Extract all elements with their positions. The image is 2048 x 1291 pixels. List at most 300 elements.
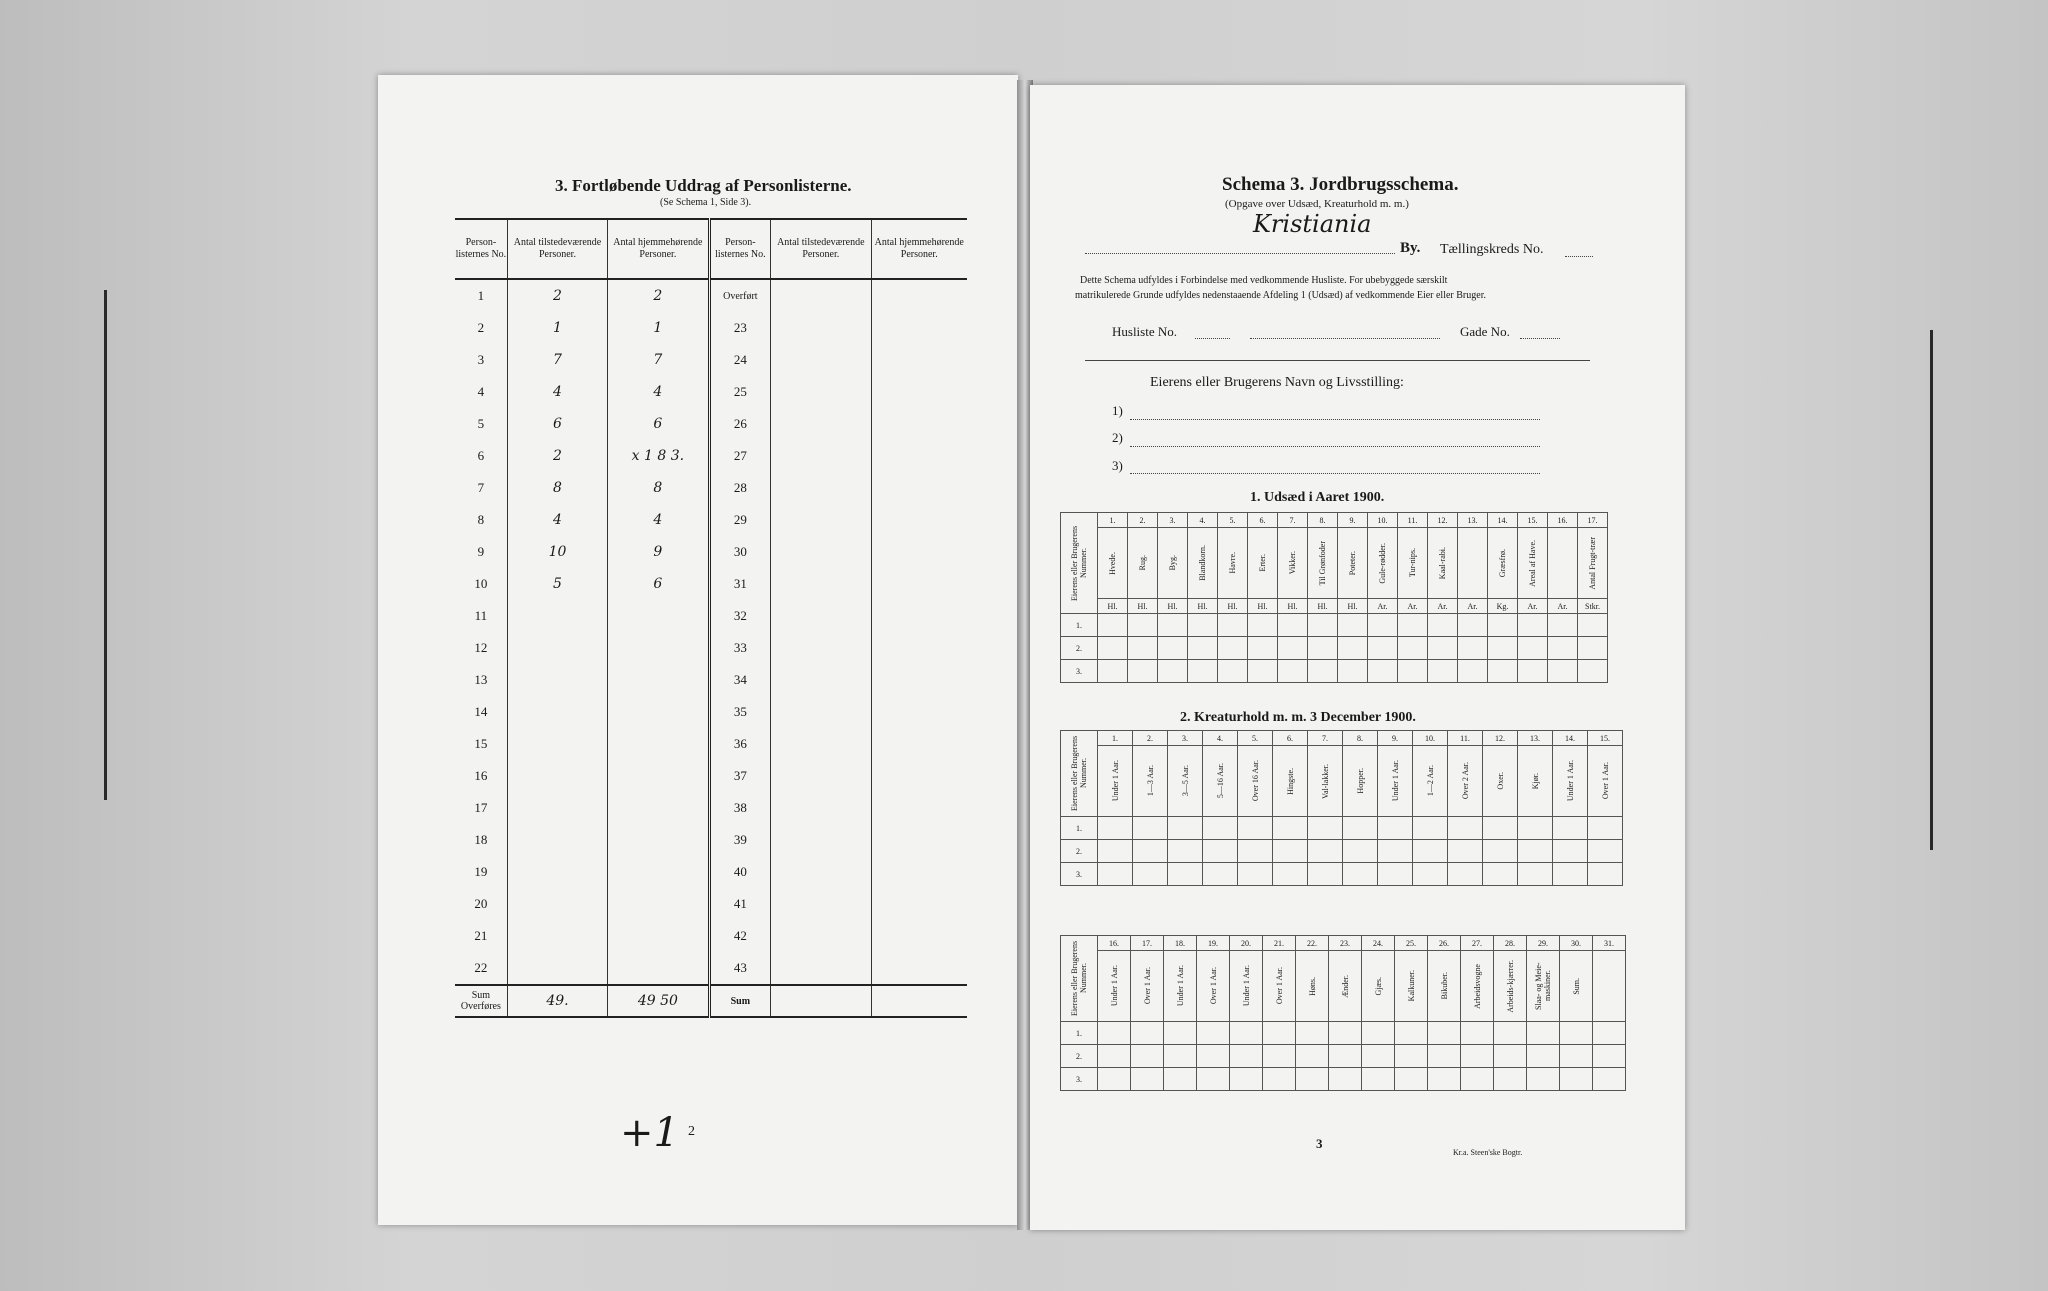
grid-cell: [1398, 660, 1428, 683]
resident-count: [608, 696, 709, 728]
col-number: 18.: [1164, 936, 1197, 951]
present-count: [507, 792, 607, 824]
person-list-no: 2: [455, 312, 507, 344]
col-header: Person-listernes No.: [709, 219, 771, 279]
grid-cell: [1131, 1068, 1164, 1091]
grid-cell: [1158, 660, 1188, 683]
col-heading: [1553, 746, 1588, 817]
grid-cell: [1098, 1022, 1131, 1045]
resident-count: [608, 888, 709, 920]
person-list-no: 5: [455, 408, 507, 440]
col-heading-text: Over 16 Aar.: [1250, 760, 1260, 802]
empty-cell: [871, 344, 967, 376]
grid-cell: [1527, 1068, 1560, 1091]
col-heading-text: Val-lakker.: [1320, 763, 1330, 799]
person-list-no-2: 41: [709, 888, 771, 920]
grid-cell: [1343, 817, 1378, 840]
row-label: 3.: [1061, 660, 1098, 683]
grid-cell: [1518, 614, 1548, 637]
person-row: [455, 536, 967, 568]
row-label: 2.: [1061, 840, 1098, 863]
person-list-no: 12: [455, 632, 507, 664]
col-number: 5.: [1218, 513, 1248, 528]
col-heading: [1578, 528, 1608, 599]
col-number: 13.: [1518, 731, 1553, 746]
grid-cell: [1218, 660, 1248, 683]
person-list-no: 10: [455, 568, 507, 600]
grid-cell: [1458, 614, 1488, 637]
grid-row: [1061, 817, 1623, 840]
col-number: 15.: [1588, 731, 1623, 746]
col-number: 3.: [1168, 731, 1203, 746]
grid-cell: [1308, 614, 1338, 637]
col-unit: Ar.: [1428, 599, 1458, 614]
empty-cell: [771, 920, 871, 952]
empty-cell: [771, 472, 871, 504]
col-heading-text: Ænder.: [1340, 974, 1350, 998]
grid-row: [1061, 1022, 1626, 1045]
grid-cell: [1483, 817, 1518, 840]
grid-cell: [1168, 817, 1203, 840]
grid-cell: [1133, 863, 1168, 886]
col-heading: [1188, 528, 1218, 599]
col-number: 2.: [1133, 731, 1168, 746]
col-number: 4.: [1188, 513, 1218, 528]
person-list-no-2: 33: [709, 632, 771, 664]
empty-cell: [871, 279, 967, 312]
row-label-header: [1061, 513, 1098, 614]
grid-cell: [1098, 840, 1133, 863]
owner-heading: Eierens eller Brugerens Navn og Livsstilling:: [1150, 375, 1404, 390]
grid-cell: [1308, 660, 1338, 683]
grid-cell: [1553, 863, 1588, 886]
grid-row: [1061, 1068, 1626, 1091]
col-heading: [1278, 528, 1308, 599]
col-number: 29.: [1527, 936, 1560, 951]
empty-cell: [771, 760, 871, 792]
grid-cell: [1458, 637, 1488, 660]
person-list-no: 17: [455, 792, 507, 824]
col-heading: [1368, 528, 1398, 599]
empty-cell: [771, 344, 871, 376]
col-heading-text: Over 1 Aar.: [1274, 967, 1284, 1005]
grid-cell: [1158, 637, 1188, 660]
grid-cell: [1378, 817, 1413, 840]
grid-cell: [1218, 614, 1248, 637]
grid-cell: [1329, 1022, 1362, 1045]
col-unit: Ar.: [1458, 599, 1488, 614]
empty-cell: [871, 312, 967, 344]
person-list-no-2: 31: [709, 568, 771, 600]
col-number: 10.: [1413, 731, 1448, 746]
left-page-subtitle: (Se Schema 1, Side 3).: [660, 197, 752, 208]
kreds-dots: [1565, 255, 1593, 257]
grid-cell: [1527, 1022, 1560, 1045]
col-heading: [1329, 951, 1362, 1022]
col-heading-text: Under 1 Aar.: [1110, 760, 1120, 802]
col-heading: [1458, 528, 1488, 599]
grid-cell: [1428, 1068, 1461, 1091]
husliste-dots: [1195, 337, 1230, 339]
col-unit: Kg.: [1488, 599, 1518, 614]
col-heading-text: Blandkorn.: [1198, 545, 1207, 581]
present-count: [507, 760, 607, 792]
col-heading-text: Oxer.: [1495, 772, 1505, 790]
resident-count: [608, 632, 709, 664]
present-count: [507, 952, 607, 985]
col-heading: [1230, 951, 1263, 1022]
col-heading-text: Vikker.: [1288, 551, 1297, 575]
resident-count: 1: [608, 312, 709, 344]
grid-cell: [1395, 1045, 1428, 1068]
grid-cell: [1131, 1022, 1164, 1045]
col-number: 2.: [1128, 513, 1158, 528]
col-header: Antal hjemmehørende Personer.: [871, 219, 967, 279]
right-page-subtitle: (Opgave over Udsæd, Kreaturhold m. m.): [1225, 198, 1409, 210]
person-list-no: 19: [455, 856, 507, 888]
col-heading: [1273, 746, 1308, 817]
col-number: 12.: [1483, 731, 1518, 746]
grid-cell: [1278, 637, 1308, 660]
resident-count: x 1 8 3.: [608, 440, 709, 472]
col-number: 11.: [1398, 513, 1428, 528]
grid-cell: [1458, 660, 1488, 683]
grid-cell: [1362, 1022, 1395, 1045]
person-list-no-2: 25: [709, 376, 771, 408]
grid-cell: [1263, 1022, 1296, 1045]
grid-cell: [1188, 660, 1218, 683]
person-row: [455, 760, 967, 792]
present-count: [507, 600, 607, 632]
col-heading-text: Arbeids-kjærrer.: [1505, 959, 1515, 1013]
instruction-1: Dette Schema udfyldes i Forbindelse med vedkommende Husliste. For ubebyggede særskilt: [1080, 275, 1448, 286]
col-number: 22.: [1296, 936, 1329, 951]
grid-cell: [1308, 637, 1338, 660]
grid-row: [1061, 614, 1608, 637]
grid-cell: [1494, 1045, 1527, 1068]
present-count: [507, 888, 607, 920]
printer-mark: Kr.a. Steen'ske Bogtr.: [1453, 1148, 1523, 1157]
grid-cell: [1230, 1022, 1263, 1045]
col-heading: [1378, 746, 1413, 817]
col-number: 21.: [1263, 936, 1296, 951]
col-number: 15.: [1518, 513, 1548, 528]
grid-cell: [1428, 1022, 1461, 1045]
col-heading: [1593, 951, 1626, 1022]
col-heading: [1362, 951, 1395, 1022]
col-number: 23.: [1329, 936, 1362, 951]
person-list-no-2: 23: [709, 312, 771, 344]
col-heading-text: Havre.: [1228, 552, 1237, 574]
col-heading-text: Gule-rødder.: [1378, 542, 1387, 584]
col-unit: Hl.: [1188, 599, 1218, 614]
col-heading-text: Under 1 Aar.: [1390, 760, 1400, 802]
col-heading: [1338, 528, 1368, 599]
col-heading-text: Byg.: [1168, 555, 1177, 571]
col-heading: [1131, 951, 1164, 1022]
col-heading: [1560, 951, 1593, 1022]
grid-cell: [1273, 863, 1308, 886]
person-list-no: 13: [455, 664, 507, 696]
grid-cell: [1461, 1068, 1494, 1091]
col-heading: [1238, 746, 1273, 817]
city-name: Kristiania: [1253, 210, 1372, 238]
grid-row: [1061, 637, 1608, 660]
empty-cell: [771, 536, 871, 568]
instruction-2: matrikulerede Grunde udfyldes nedenstaaende Afdeling 1 (Udsæd) af vedkommende Eier eller Bruger.: [1075, 290, 1486, 301]
person-row: [455, 696, 967, 728]
col-unit: Hl.: [1098, 599, 1128, 614]
col-heading: [1248, 528, 1278, 599]
col-number: 11.: [1448, 731, 1483, 746]
grid-cell: [1248, 614, 1278, 637]
grid-cell: [1329, 1045, 1362, 1068]
col-heading: [1395, 951, 1428, 1022]
col-heading: [1527, 951, 1560, 1022]
person-row: [455, 856, 967, 888]
col-unit: Hl.: [1158, 599, 1188, 614]
grid-cell: [1588, 817, 1623, 840]
col-number: 13.: [1458, 513, 1488, 528]
grid-cell: [1578, 637, 1608, 660]
empty-cell: [771, 408, 871, 440]
person-list-no-2: 36: [709, 728, 771, 760]
grid-cell: [1368, 660, 1398, 683]
empty-cell: [771, 632, 871, 664]
person-row: [455, 632, 967, 664]
col-heading-text: Under 1 Aar.: [1241, 965, 1251, 1007]
grid-cell: [1128, 637, 1158, 660]
grid-cell: [1248, 660, 1278, 683]
col-heading: [1164, 951, 1197, 1022]
empty-cell: [771, 440, 871, 472]
present-count: 5: [507, 568, 607, 600]
resident-count: [608, 760, 709, 792]
col-heading: [1197, 951, 1230, 1022]
person-row: [455, 376, 967, 408]
separator-line: [1085, 360, 1590, 361]
empty-cell: [871, 760, 967, 792]
empty-cell: [771, 824, 871, 856]
col-number: 31.: [1593, 936, 1626, 951]
col-unit: Ar.: [1518, 599, 1548, 614]
grid-cell: [1395, 1068, 1428, 1091]
grid-cell: [1494, 1022, 1527, 1045]
by-label: By.: [1400, 240, 1421, 256]
left-page-title: 3. Fortløbende Uddrag af Personlisterne.: [555, 176, 852, 195]
present-count: [507, 856, 607, 888]
col-heading-text: 5—16 Aar.: [1215, 763, 1225, 799]
resident-count: 7: [608, 344, 709, 376]
person-row: [455, 952, 967, 985]
resident-count: 2: [608, 279, 709, 312]
col-number: 12.: [1428, 513, 1458, 528]
person-list-no-2: 30: [709, 536, 771, 568]
sum-empty: [871, 985, 967, 1017]
gade-label: Gade No.: [1460, 324, 1510, 339]
grid-cell: [1203, 863, 1238, 886]
col-heading-text: Over 1 Aar.: [1600, 762, 1610, 800]
page-number: 3: [1316, 1136, 1323, 1151]
grid-cell: [1218, 637, 1248, 660]
grid-cell: [1296, 1068, 1329, 1091]
person-list-no-2: 39: [709, 824, 771, 856]
grid-cell: [1593, 1045, 1626, 1068]
col-heading-text: Sum.: [1571, 977, 1581, 995]
col-number: 8.: [1343, 731, 1378, 746]
col-heading: [1428, 528, 1458, 599]
empty-cell: [871, 440, 967, 472]
grid-cell: [1188, 637, 1218, 660]
city-dots: [1085, 252, 1395, 254]
col-unit: Ar.: [1548, 599, 1578, 614]
col-heading: [1494, 951, 1527, 1022]
col-heading-text: Rug.: [1138, 555, 1147, 571]
grid-cell: [1197, 1068, 1230, 1091]
empty-cell: [771, 504, 871, 536]
present-count: [507, 632, 607, 664]
person-row: [455, 472, 967, 504]
grid-cell: [1483, 863, 1518, 886]
col-heading: [1483, 746, 1518, 817]
empty-cell: [871, 472, 967, 504]
present-count: 6: [507, 408, 607, 440]
below-num: 2: [688, 1124, 695, 1139]
grid-cell: [1362, 1068, 1395, 1091]
person-list-no: 6: [455, 440, 507, 472]
sum-label: Sum Overføres: [455, 985, 507, 1017]
grid-cell: [1197, 1022, 1230, 1045]
grid-cell: [1362, 1045, 1395, 1068]
grid-cell: [1560, 1045, 1593, 1068]
col-number: 8.: [1308, 513, 1338, 528]
col-heading: [1343, 746, 1378, 817]
grid-cell: [1338, 660, 1368, 683]
col-heading: [1588, 746, 1623, 817]
col-heading-text: Høns.: [1307, 976, 1317, 996]
grid-cell: [1238, 817, 1273, 840]
grid-cell: [1273, 817, 1308, 840]
grid-cell: [1296, 1022, 1329, 1045]
empty-cell: [871, 568, 967, 600]
col-number: 14.: [1488, 513, 1518, 528]
empty-cell: [871, 952, 967, 985]
grid-cell: [1518, 817, 1553, 840]
col-number: 3.: [1158, 513, 1188, 528]
sum-row: [455, 985, 967, 1017]
empty-cell: [771, 792, 871, 824]
person-row: [455, 600, 967, 632]
col-heading: [1448, 746, 1483, 817]
grid-row: [1061, 660, 1608, 683]
resident-count: 6: [608, 568, 709, 600]
empty-cell: [871, 504, 967, 536]
person-list-no: 18: [455, 824, 507, 856]
col-unit: Hl.: [1338, 599, 1368, 614]
grid-cell: [1308, 863, 1343, 886]
grid-cell: [1398, 614, 1428, 637]
col-heading: [1133, 746, 1168, 817]
person-list-no: 1: [455, 279, 507, 312]
col-heading-text: Poteter.: [1348, 550, 1357, 576]
person-list-no: 11: [455, 600, 507, 632]
sum-tilst: 49.: [507, 985, 607, 1017]
person-list-no: 9: [455, 536, 507, 568]
col-unit: Ar.: [1398, 599, 1428, 614]
grid-cell: [1133, 840, 1168, 863]
grid-cell: [1488, 660, 1518, 683]
grid-cell: [1203, 817, 1238, 840]
person-row: [455, 824, 967, 856]
grid-cell: [1263, 1045, 1296, 1068]
person-list-no-2: 37: [709, 760, 771, 792]
empty-cell: [871, 728, 967, 760]
col-heading-text: Over 2 Aar.: [1460, 762, 1470, 800]
grid-cell: [1461, 1022, 1494, 1045]
resident-count: [608, 664, 709, 696]
col-heading-text: Græsfrø.: [1498, 548, 1507, 578]
grid-cell: [1518, 660, 1548, 683]
empty-cell: [871, 824, 967, 856]
grid-cell: [1098, 1045, 1131, 1068]
grid-cell: [1203, 840, 1238, 863]
col-number: 1.: [1098, 731, 1133, 746]
present-count: [507, 664, 607, 696]
empty-cell: [871, 888, 967, 920]
col-unit: Hl.: [1308, 599, 1338, 614]
person-list-no-2: 24: [709, 344, 771, 376]
empty-cell: [871, 632, 967, 664]
person-list-no: 7: [455, 472, 507, 504]
owner-line-1: 1): [1112, 403, 1123, 418]
grid-cell: [1553, 840, 1588, 863]
col-heading: [1098, 951, 1131, 1022]
row-label: 1.: [1061, 614, 1098, 637]
grid-cell: [1368, 614, 1398, 637]
grid-cell: [1593, 1022, 1626, 1045]
grid-cell: [1448, 840, 1483, 863]
col-heading: [1413, 746, 1448, 817]
col-header: Antal tilstedeværende Personer.: [771, 219, 871, 279]
col-heading-text: 1—2 Aar.: [1425, 765, 1435, 797]
person-row: [455, 344, 967, 376]
sec1-grid: [1060, 512, 1608, 683]
col-number: 9.: [1338, 513, 1368, 528]
resident-count: [608, 856, 709, 888]
grid-cell: [1461, 1045, 1494, 1068]
col-heading-text: Hopper.: [1355, 768, 1365, 794]
person-list-no-2: 43: [709, 952, 771, 985]
col-heading: [1168, 746, 1203, 817]
grid-cell: [1098, 660, 1128, 683]
row-label: 1.: [1061, 817, 1098, 840]
section-2-title: 2. Kreaturhold m. m. 3 December 1900.: [1180, 710, 1416, 725]
col-number: 14.: [1553, 731, 1588, 746]
col-heading: [1548, 528, 1578, 599]
owner-dots-1: [1130, 418, 1540, 420]
owner-number-label: Eierens eller Brugerens Nummer.: [1070, 735, 1088, 812]
col-number: 25.: [1395, 936, 1428, 951]
present-count: 1: [507, 312, 607, 344]
husliste-label: Husliste No.: [1112, 324, 1177, 339]
grid-cell: [1164, 1045, 1197, 1068]
grid-cell: [1098, 614, 1128, 637]
grid-cell: [1518, 863, 1553, 886]
col-heading: [1296, 951, 1329, 1022]
owner-number-label: Eierens eller Brugerens Nummer.: [1070, 525, 1088, 601]
empty-cell: [771, 728, 871, 760]
empty-cell: [771, 279, 871, 312]
